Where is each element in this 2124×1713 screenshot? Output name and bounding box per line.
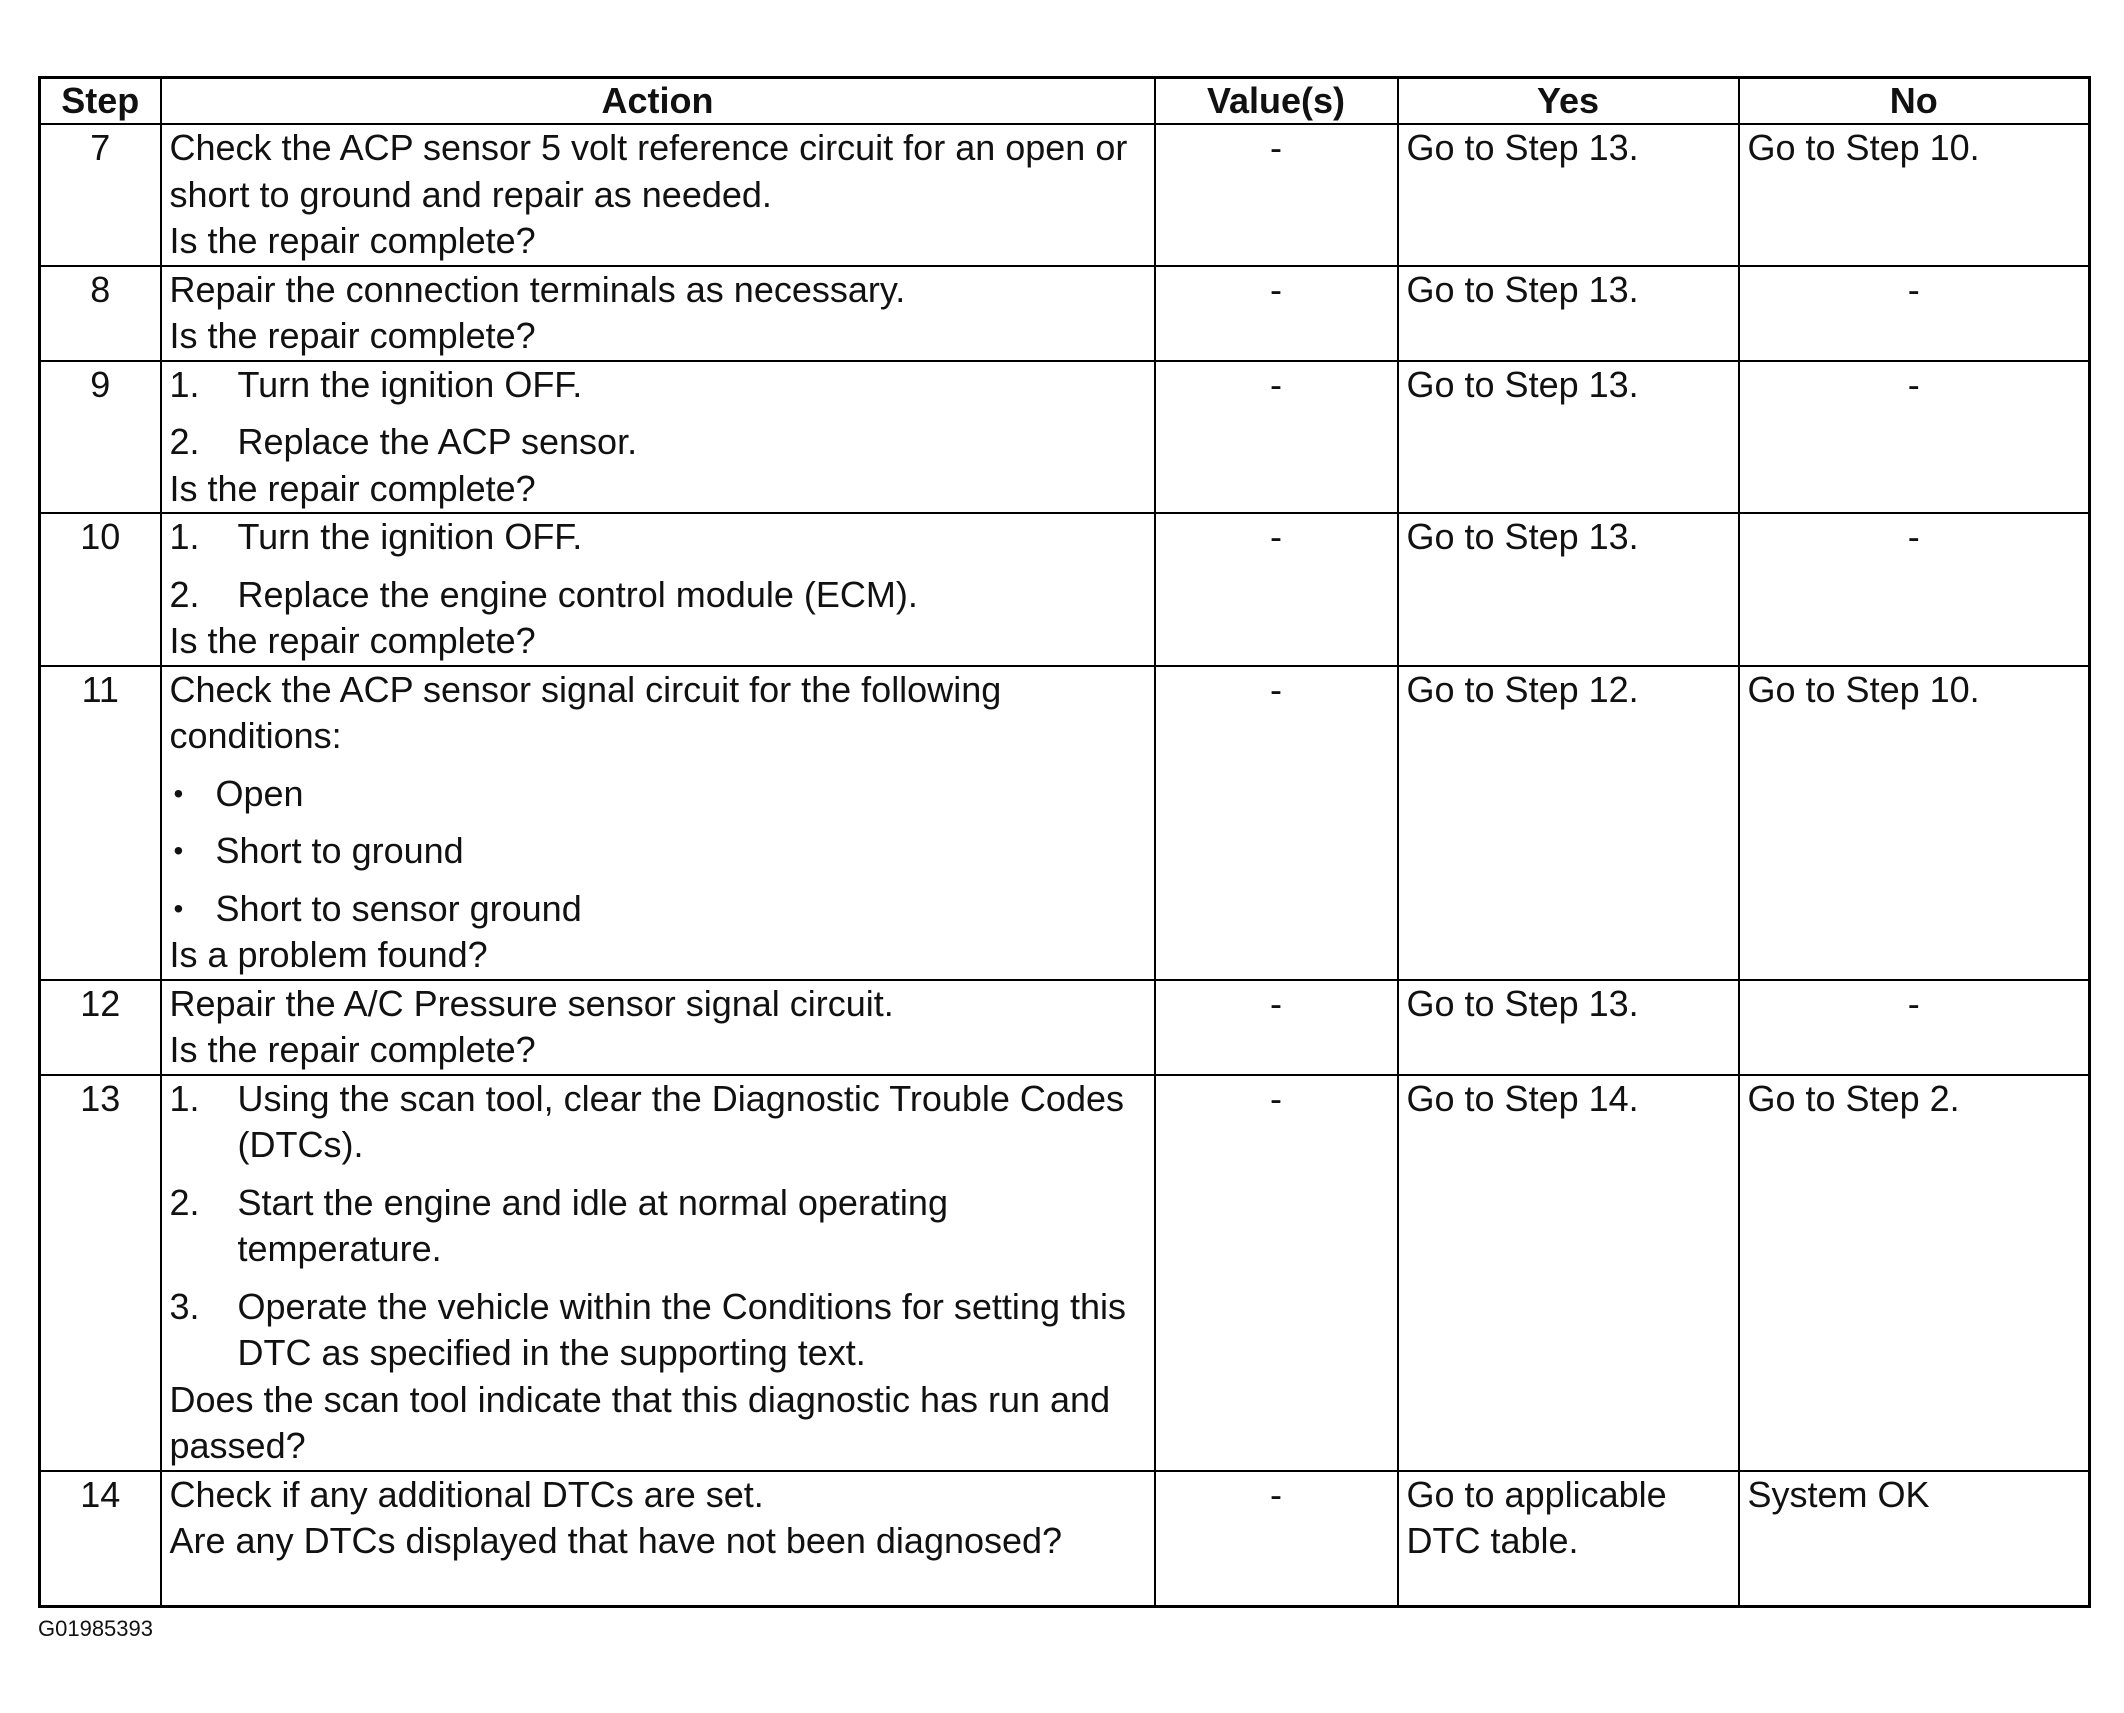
yes-cell: Go to Step 13.	[1398, 513, 1739, 666]
step-number: 9	[40, 361, 161, 514]
no-cell: Go to Step 10.	[1739, 124, 2090, 266]
value-cell: -	[1155, 980, 1398, 1075]
list-item: 1. Using the scan tool, clear the Diagnostic Trouble Codes (DTCs).	[169, 1077, 1124, 1165]
action-question: Is the repair complete?	[169, 620, 536, 661]
step-number: 10	[40, 513, 161, 666]
table-row	[40, 124, 2090, 266]
action-text: Check the ACP sensor signal circuit for the following conditions:	[169, 668, 1002, 756]
diagnostic-table	[38, 76, 2091, 1608]
action-cell	[161, 361, 1155, 514]
list-item: 1. Turn the ignition OFF.	[169, 363, 583, 405]
yes-cell: Go to Step 13.	[1398, 124, 1739, 266]
action-question: Is the repair complete?	[169, 1029, 536, 1070]
list-item: 2. Start the engine and idle at normal operating temperature.	[169, 1181, 948, 1269]
value-cell: -	[1155, 1075, 1398, 1471]
action-text: Check if any additional DTCs are set.	[169, 1473, 764, 1515]
action-text: Check the ACP sensor 5 volt reference circuit for an open or short to ground and repair as needed.	[169, 127, 1128, 215]
action-question: Does the scan tool indicate that this diagnostic has run and passed?	[169, 1378, 1111, 1466]
step-number: 11	[40, 666, 161, 980]
step-number: 12	[40, 980, 161, 1075]
action-question: Is the repair complete?	[169, 315, 536, 356]
action-text: Repair the connection terminals as necessary.	[169, 268, 906, 310]
yes-cell: Go to Step 12.	[1398, 666, 1739, 980]
header-values: Value(s)	[1155, 78, 1398, 125]
table-row	[40, 361, 2090, 514]
table-row	[40, 1471, 2090, 1607]
list-item: 2. Replace the ACP sensor.	[169, 421, 638, 462]
list-item: • Short to ground	[173, 830, 464, 871]
list-item: • Short to sensor ground	[173, 887, 582, 929]
yes-cell: Go to Step 13.	[1398, 361, 1739, 514]
action-cell	[161, 266, 1155, 361]
table-row	[40, 513, 2090, 666]
header-yes: Yes	[1398, 78, 1739, 125]
no-cell: -	[1739, 513, 2090, 666]
step-number: 14	[40, 1471, 161, 1607]
no-cell: System OK	[1739, 1471, 2090, 1607]
action-cell	[161, 980, 1155, 1075]
numbered-list	[170, 362, 1146, 466]
numbered-list	[170, 1076, 1146, 1377]
no-cell: -	[1739, 980, 2090, 1075]
bullet-list	[170, 771, 1146, 933]
step-number: 7	[40, 124, 161, 266]
action-cell	[161, 1471, 1155, 1607]
yes-cell: Go to Step 13.	[1398, 980, 1739, 1075]
action-question: Is a problem found?	[169, 934, 488, 975]
no-cell: Go to Step 2.	[1739, 1075, 2090, 1471]
list-item: 2. Replace the engine control module (ECM).	[169, 573, 918, 615]
value-cell: -	[1155, 361, 1398, 514]
header-no: No	[1739, 78, 2090, 125]
table-row	[40, 980, 2090, 1075]
table-row	[40, 1075, 2090, 1471]
value-cell: -	[1155, 124, 1398, 266]
no-cell: Go to Step 10.	[1739, 666, 2090, 980]
numbered-list	[170, 514, 1146, 618]
list-item: 3. Operate the vehicle within the Conditions for setting this DTC as specified in the supporting text.	[169, 1285, 1126, 1373]
action-cell	[161, 124, 1155, 266]
header-row	[40, 78, 2090, 125]
table-row	[40, 266, 2090, 361]
action-question: Is the repair complete?	[169, 220, 536, 261]
value-cell: -	[1155, 513, 1398, 666]
list-item: 1. Turn the ignition OFF.	[169, 516, 583, 557]
no-cell: -	[1739, 361, 2090, 514]
header-step: Step	[40, 78, 161, 125]
step-number: 13	[40, 1075, 161, 1471]
action-cell	[161, 666, 1155, 980]
action-question: Are any DTCs displayed that have not been diagnosed?	[169, 1520, 1063, 1561]
no-cell: -	[1739, 266, 2090, 361]
yes-cell: Go to Step 14.	[1398, 1075, 1739, 1471]
yes-cell: Go to Step 13.	[1398, 266, 1739, 361]
action-text: Repair the A/C Pressure sensor signal circuit.	[169, 982, 894, 1024]
figure-id: G01985393	[38, 1616, 153, 1641]
step-number: 8	[40, 266, 161, 361]
value-cell: -	[1155, 1471, 1398, 1607]
table-row	[40, 666, 2090, 980]
value-cell: -	[1155, 666, 1398, 980]
list-item: • Open	[173, 772, 304, 814]
action-cell	[161, 513, 1155, 666]
yes-cell: Go to applicable DTC table.	[1398, 1471, 1739, 1607]
value-cell: -	[1155, 266, 1398, 361]
action-question: Is the repair complete?	[169, 467, 536, 509]
header-action: Action	[161, 78, 1155, 125]
action-cell	[161, 1075, 1155, 1471]
